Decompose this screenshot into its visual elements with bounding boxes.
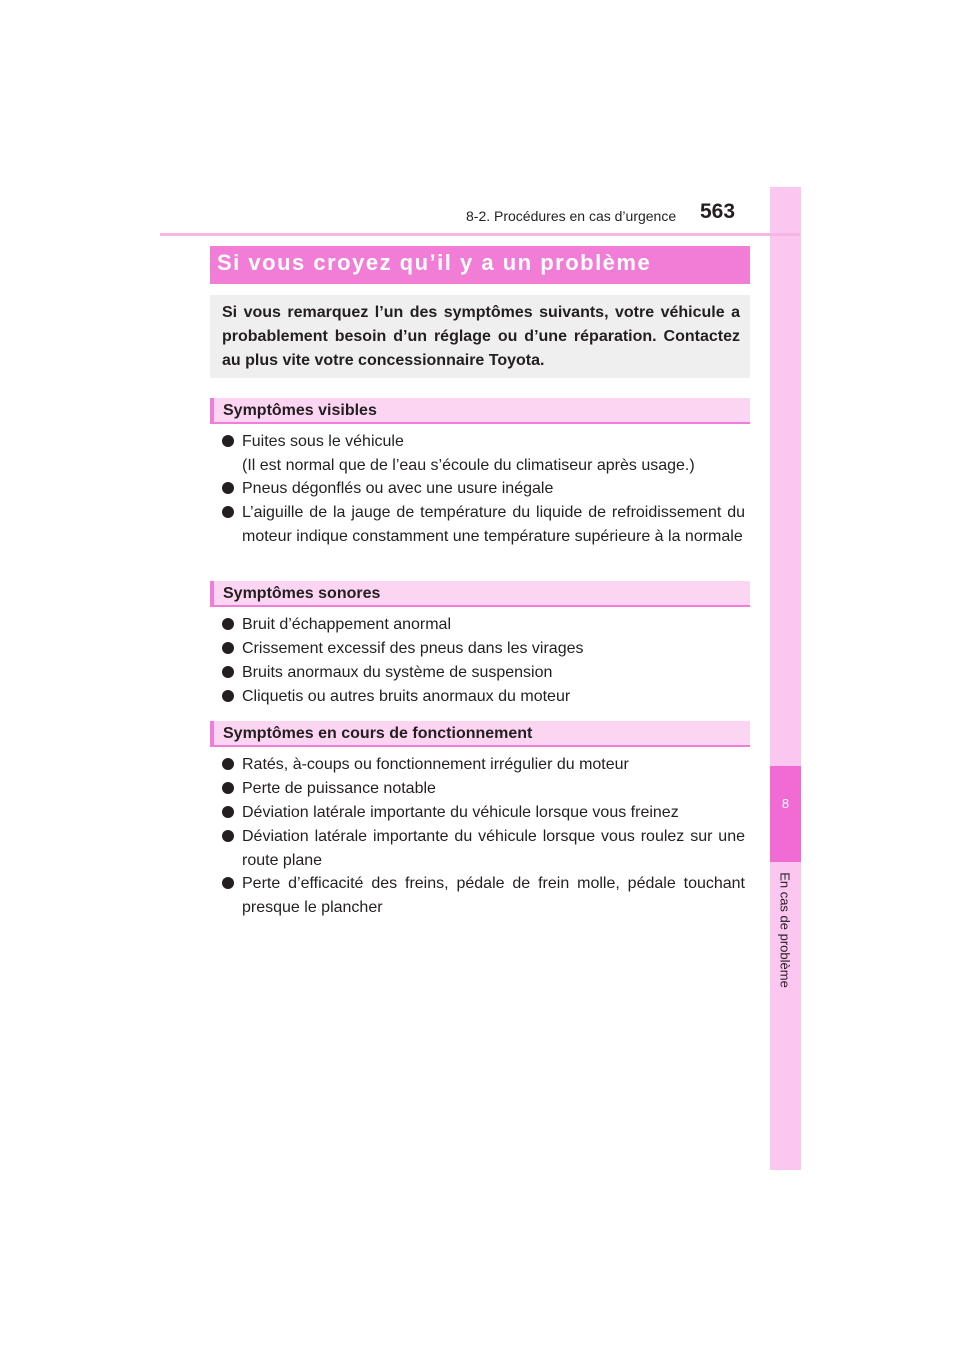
bullet-icon xyxy=(222,642,234,654)
header-divider xyxy=(160,233,800,236)
chapter-side-tab xyxy=(770,187,801,1170)
list-item xyxy=(222,430,745,477)
chapter-label: En cas de problème xyxy=(777,872,793,988)
header-section-title: 8-2. Procédures en cas d’urgence xyxy=(466,208,677,224)
bullet-icon xyxy=(222,877,234,889)
page-number: 563 xyxy=(700,200,736,223)
list-item-text: Pneus dégonflés ou avec une usure inégale xyxy=(242,480,554,497)
subheading-label: Symptômes sonores xyxy=(223,585,381,602)
list-item xyxy=(222,613,745,637)
list-item xyxy=(222,501,745,548)
bullet-icon xyxy=(222,782,234,794)
list-item-text: L’aiguille de la jauge de température du liquide de refroidissement du moteur indique constamment une température supérieure à la normale xyxy=(242,504,745,545)
bullet-icon xyxy=(222,758,234,770)
bullet-icon xyxy=(222,506,234,518)
list-item-text: Bruit d’échappement anormal xyxy=(242,616,452,633)
list-item-text: Perte d’efficacité des freins, pédale de frein molle, pédale touchant presque le plancher xyxy=(242,875,745,916)
chapter-tab-active[interactable] xyxy=(770,766,801,862)
intro-text: Si vous remarquez l’un des symptômes suivants, votre véhicule a probablement besoin d’un réglage ou d’une réparation. Contactez au plus vite votre concessionnaire Toyota. xyxy=(222,304,740,369)
subheading-visible-symptoms xyxy=(210,398,750,424)
list-item-text: Perte de puissance notable xyxy=(242,780,436,797)
intro-box xyxy=(210,295,750,378)
list-item xyxy=(222,661,745,685)
bullet-icon xyxy=(222,666,234,678)
chapter-number: 8 xyxy=(781,796,790,811)
bullet-icon xyxy=(222,435,234,447)
subheading-operating-symptoms xyxy=(210,721,750,747)
subheading-label: Symptômes visibles xyxy=(223,402,377,419)
bullet-icon xyxy=(222,482,234,494)
list-item-text: Bruits anormaux du système de suspension xyxy=(242,664,553,681)
list-item xyxy=(222,777,745,801)
bullet-icon xyxy=(222,690,234,702)
list-item-text: Cliquetis ou autres bruits anormaux du moteur xyxy=(242,688,571,705)
list-item-text: Crissement excessif des pneus dans les virages xyxy=(242,640,584,657)
list-item xyxy=(222,637,745,661)
list-item-note: (Il est normal que de l’eau s’écoule du climatiseur après usage.) xyxy=(242,456,695,474)
page-title: Si vous croyez qu’il y a un problème xyxy=(217,250,652,275)
list-item-text: Ratés, à-coups ou fonctionnement irrégulier du moteur xyxy=(242,756,629,773)
subheading-sound-symptoms xyxy=(210,581,750,607)
bullet-icon xyxy=(222,830,234,842)
bullet-icon xyxy=(222,618,234,630)
list-item-text: Déviation latérale importante du véhicule lorsque vous roulez sur une route plane xyxy=(242,828,745,869)
bullet-icon xyxy=(222,806,234,818)
list-item xyxy=(222,872,745,919)
subheading-label: Symptômes en cours de fonctionnement xyxy=(223,725,533,742)
list-item-text: Fuites sous le véhicule xyxy=(242,433,404,450)
list-item xyxy=(222,825,745,872)
list-item xyxy=(222,801,745,825)
list-item xyxy=(222,685,745,709)
list-item xyxy=(222,477,745,501)
list-item-text: Déviation latérale importante du véhicule lorsque vous freinez xyxy=(242,804,679,821)
list-item xyxy=(222,753,745,777)
